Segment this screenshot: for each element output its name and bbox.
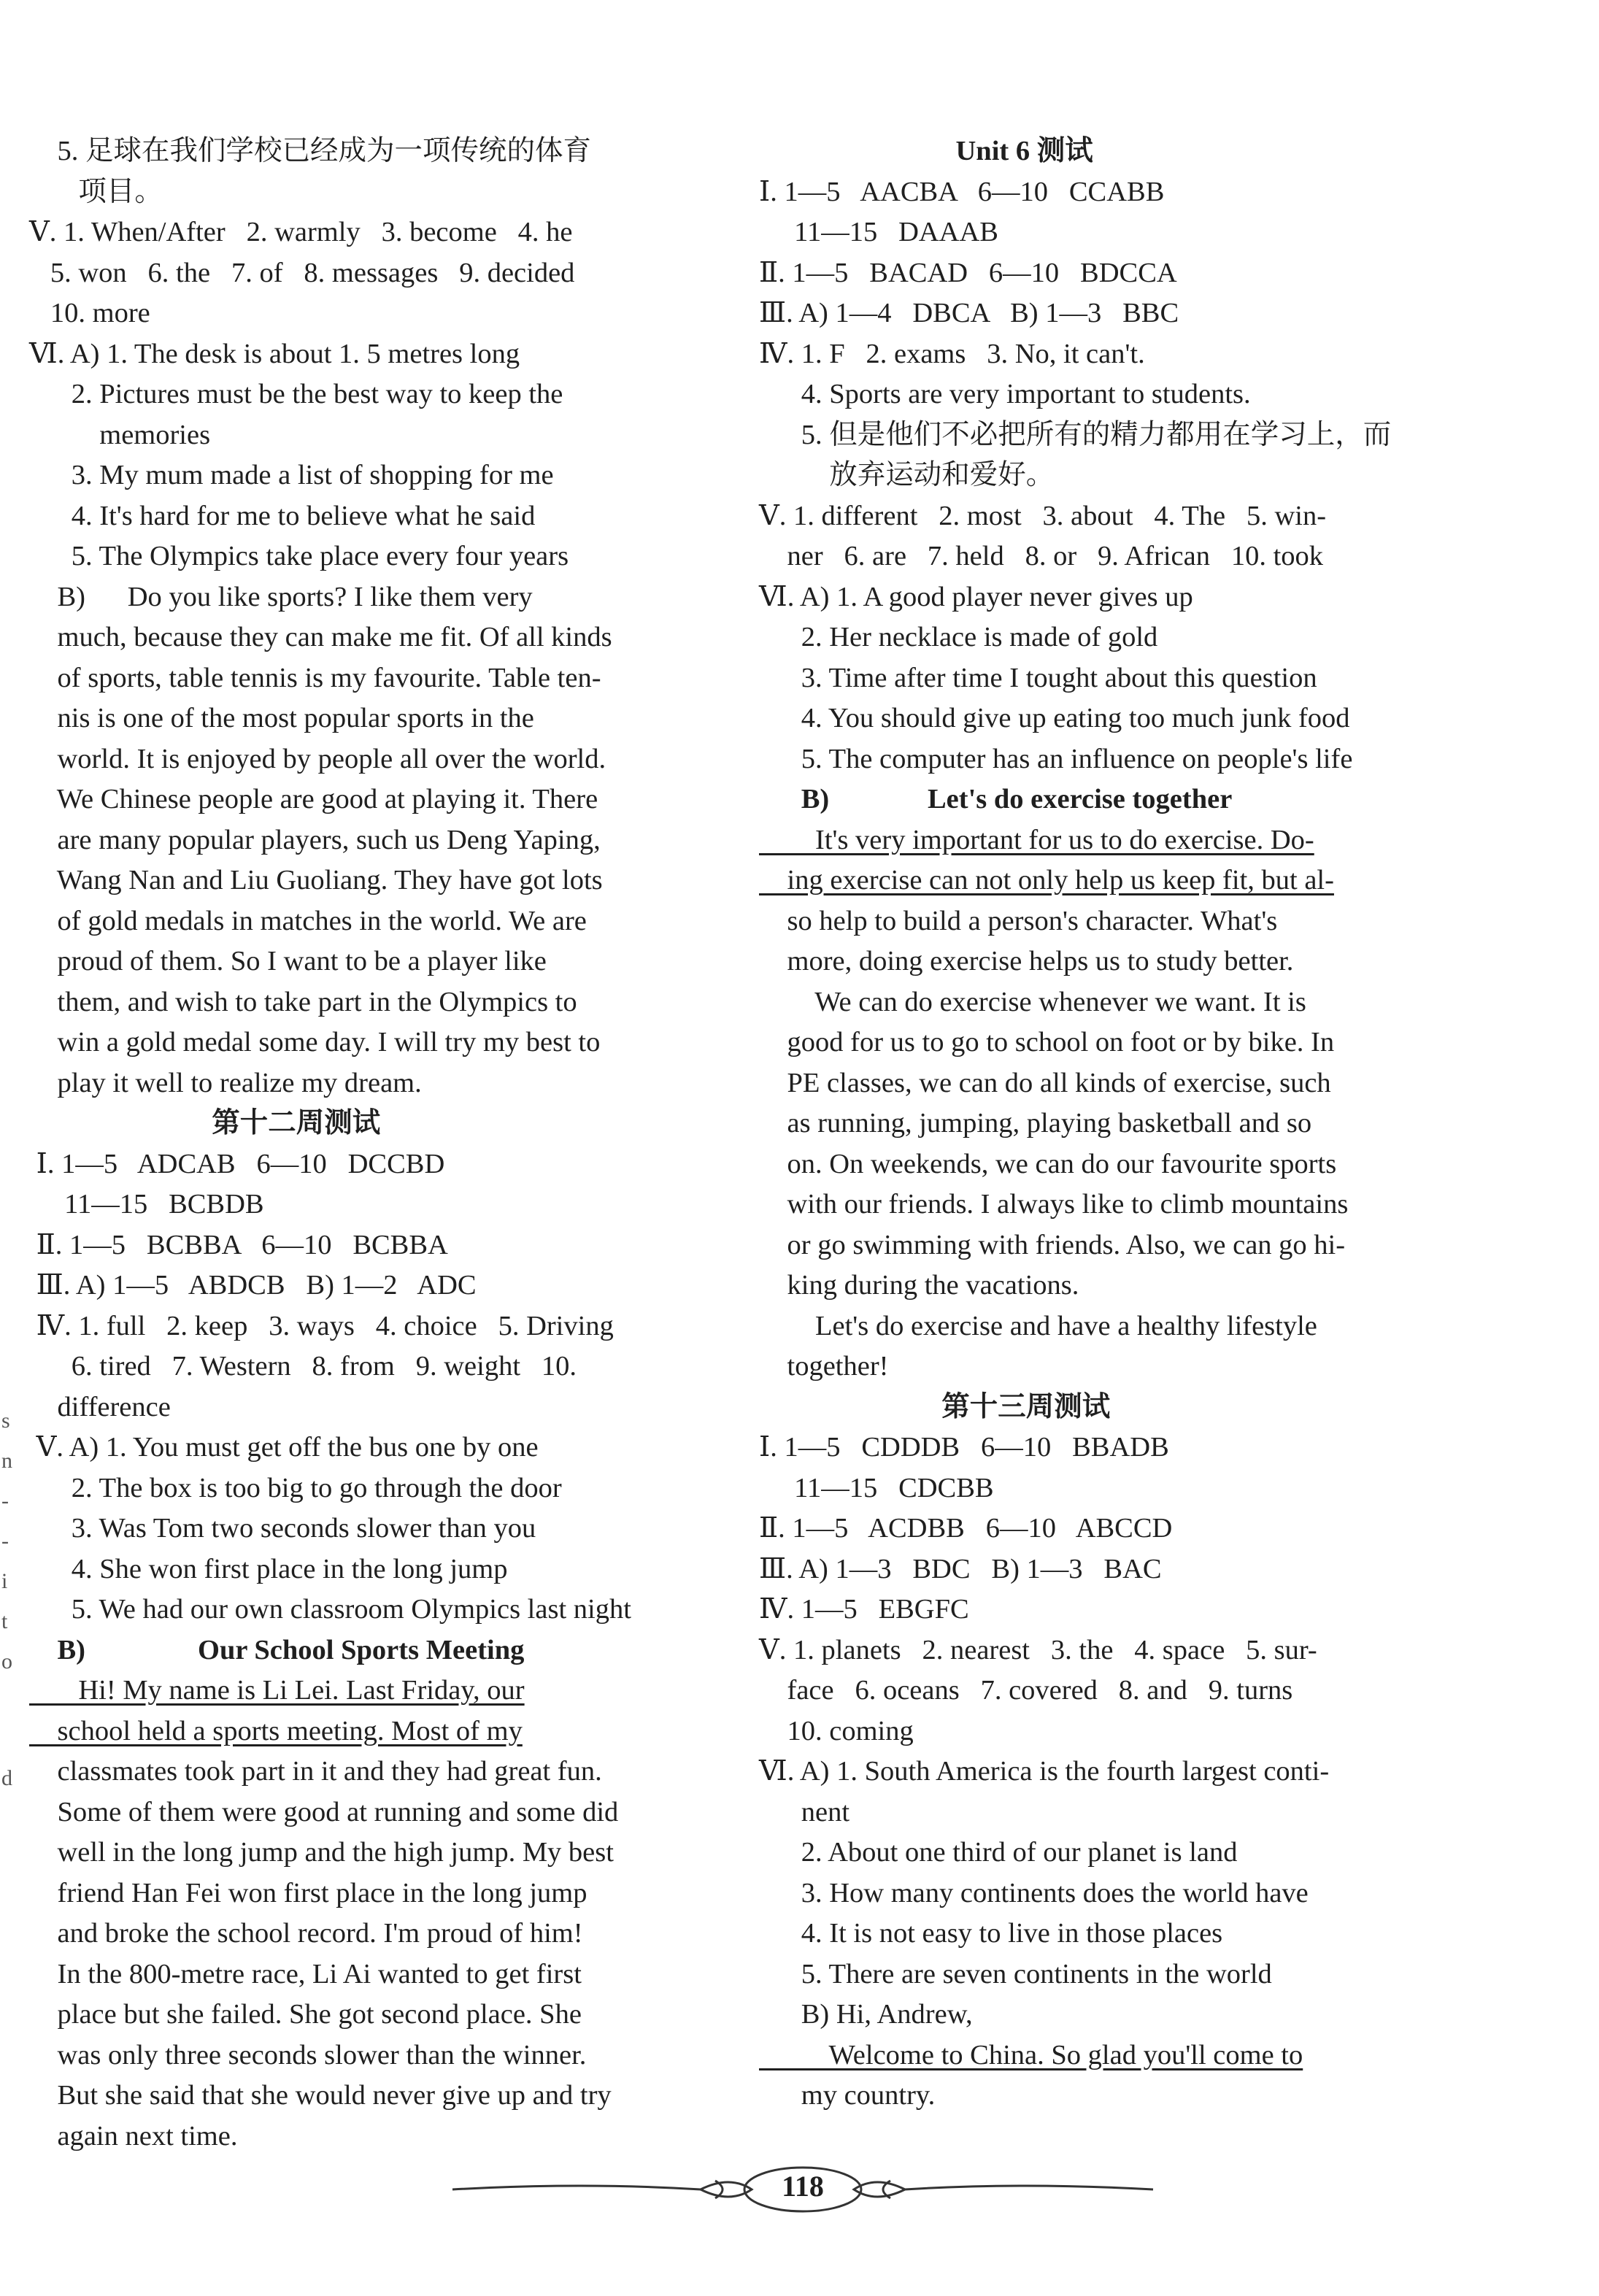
text-line: 10. coming <box>759 1715 914 1746</box>
text-line: 3. My mum made a list of shopping for me <box>29 460 554 490</box>
text-line: B) Hi, Andrew, <box>759 1999 973 2030</box>
text-line: Some of them were good at running and some did <box>29 1796 619 1827</box>
page-number: 118 <box>782 2170 824 2203</box>
text-line: 3. How many continents does the world have <box>759 1877 1309 1908</box>
text-line: 5. The Olympics take place every four years <box>29 541 569 571</box>
text-line: 11—15 CDCBB <box>759 1472 994 1503</box>
text-line: again next time. <box>29 2120 238 2151</box>
margin-mark: s <box>1 1409 10 1433</box>
text-line: ner 6. are 7. held 8. or 9. African 10. took <box>759 541 1324 571</box>
text-line: of gold medals in matches in the world. We are <box>29 905 587 936</box>
text-line: Ⅰ. 1—5 AACBA 6—10 CCABB <box>759 176 1165 207</box>
text-line: 5. 但是他们不必把所有的精力都用在学习上，而 <box>759 419 1392 450</box>
text-line: them, and wish to take part in the Olympics to <box>29 986 577 1017</box>
text-line: B) Our School Sports Meeting <box>29 1634 525 1665</box>
margin-mark: n <box>1 1449 12 1473</box>
text-line: 10. more <box>29 298 150 328</box>
text-line: B) Do you like sports? I like them very <box>29 581 533 612</box>
text-line: and broke the school record. I'm proud of him! <box>29 1918 583 1949</box>
text-line: king during the vacations. <box>759 1270 1079 1301</box>
text-line: Unit 6 测试 <box>759 136 1093 166</box>
text-line: We can do exercise whenever we want. It is <box>759 986 1306 1017</box>
text-line: 6. tired 7. Western 8. from 9. weight 10. <box>29 1351 577 1382</box>
text-line: of sports, table tennis is my favourite. Table ten- <box>29 662 601 693</box>
text-line: 5. won 6. the 7. of 8. messages 9. decided <box>29 257 575 288</box>
text-line: PE classes, we can do all kinds of exercise, such <box>759 1067 1331 1098</box>
text-line: 11—15 DAAAB <box>759 217 998 247</box>
text-line: play it well to realize my dream. <box>29 1067 422 1098</box>
text-line: 11—15 BCBDB <box>29 1189 264 1220</box>
text-line: much, because they can make me fit. Of all kinds <box>29 622 612 652</box>
text-line: Ⅲ. A) 1—4 DBCA B) 1—3 BBC <box>759 298 1179 328</box>
text-line: Ⅱ. 1—5 BACAD 6—10 BDCCA <box>759 257 1177 288</box>
text-line: Ⅱ. 1—5 ACDBB 6—10 ABCCD <box>759 1513 1173 1544</box>
text-line: Wang Nan and Liu Guoliang. They have got lots <box>29 865 603 895</box>
text-line: Ⅴ. 1. different 2. most 3. about 4. The 5. win- <box>759 500 1327 531</box>
text-line: 4. It's hard for me to believe what he said <box>29 500 536 531</box>
text-line: In the 800-metre race, Li Ai wanted to get first <box>29 1958 582 1989</box>
text-line: We Chinese people are good at playing it. There <box>29 784 598 814</box>
text-line: was only three seconds slower than the winner. <box>29 2039 587 2070</box>
margin-mark: t <box>1 1609 8 1633</box>
text-line: 2. Her necklace is made of gold <box>759 622 1158 652</box>
text-line: 3. Time after time I tought about this question <box>759 662 1317 693</box>
text-line: place but she failed. She got second place. She <box>29 1999 582 2030</box>
text-line: Ⅴ. 1. planets 2. nearest 3. the 4. space 5. sur- <box>759 1634 1317 1665</box>
text-line: 4. You should give up eating too much junk food <box>759 703 1350 733</box>
right-column <box>759 131 1474 2116</box>
text-line: It's very important for us to do exercise. Do- <box>759 824 1314 855</box>
text-line: friend Han Fei won first place in the long jump <box>29 1877 587 1908</box>
text-line: Ⅰ. 1—5 ADCAB 6—10 DCCBD <box>29 1148 445 1179</box>
text-line: Ⅳ. 1. F 2. exams 3. No, it can't. <box>759 338 1145 369</box>
margin-mark: - <box>1 1489 9 1513</box>
text-line: 放弃运动和爱好。 <box>759 460 1055 490</box>
text-line: nent <box>759 1796 850 1827</box>
text-line: Ⅲ. A) 1—5 ABDCB B) 1—2 ADC <box>29 1270 477 1301</box>
text-line: difference <box>29 1391 171 1422</box>
text-line: Ⅳ. 1—5 EBGFC <box>759 1594 969 1625</box>
text-line: good for us to go to school on foot or by bike. In <box>759 1027 1335 1058</box>
margin-mark: i <box>1 1569 8 1593</box>
text-line: together! <box>759 1351 889 1382</box>
text-line: face 6. oceans 7. covered 8. and 9. turns <box>759 1675 1293 1706</box>
text-line: B) Let's do exercise together <box>759 784 1233 814</box>
text-line: Hi! My name is Li Lei. Last Friday, our <box>29 1675 525 1706</box>
text-line: well in the long jump and the high jump. My best <box>29 1837 614 1868</box>
text-line: are many popular players, such us Deng Yaping, <box>29 824 601 855</box>
text-line: with our friends. I always like to climb mountains <box>759 1189 1349 1220</box>
text-line: 2. The box is too big to go through the door <box>29 1472 562 1503</box>
text-line: But she said that she would never give up and try <box>29 2080 612 2111</box>
text-line: 项目。 <box>29 176 163 207</box>
text-line: 第十二周测试 <box>29 1108 381 1139</box>
text-line: school held a sports meeting. Most of my <box>29 1715 523 1746</box>
text-line: 4. Sports are very important to students. <box>759 379 1251 409</box>
margin-mark: - <box>1 1529 9 1553</box>
text-line: 第十三周测试 <box>759 1391 1111 1422</box>
text-line: world. It is enjoyed by people all over the world. <box>29 743 606 774</box>
text-line: 4. She won first place in the long jump <box>29 1553 508 1584</box>
text-line: 2. Pictures must be the best way to keep the <box>29 379 563 409</box>
text-line: ing exercise can not only help us keep fit, but al- <box>759 865 1334 895</box>
text-line: Ⅵ. A) 1. A good player never gives up <box>759 581 1193 612</box>
text-line: Ⅴ. 1. When/After 2. warmly 3. become 4. he <box>29 217 573 247</box>
text-line: my country. <box>759 2080 936 2111</box>
text-line: so help to build a person's character. What's <box>759 905 1278 936</box>
text-line: on. On weekends, we can do our favourite sports <box>759 1148 1337 1179</box>
text-line: Ⅳ. 1. full 2. keep 3. ways 4. choice 5. Driving <box>29 1310 614 1341</box>
margin-mark: d <box>1 1766 12 1790</box>
text-line: 3. Was Tom two seconds slower than you <box>29 1513 536 1544</box>
text-line: classmates took part in it and they had great fun. <box>29 1756 602 1787</box>
text-line: 5. The computer has an influence on people's life <box>759 743 1353 774</box>
text-line: 4. It is not easy to live in those places <box>759 1918 1223 1949</box>
text-line: more, doing exercise helps us to study better. <box>759 946 1294 976</box>
text-line: Ⅵ. A) 1. South America is the fourth largest conti- <box>759 1756 1330 1787</box>
text-line: 5. We had our own classroom Olympics last night <box>29 1594 631 1625</box>
text-line: proud of them. So I want to be a player like <box>29 946 547 976</box>
text-line: Ⅲ. A) 1—3 BDC B) 1—3 BAC <box>759 1553 1162 1584</box>
text-line: Ⅰ. 1—5 CDDDB 6—10 BBADB <box>759 1432 1169 1463</box>
margin-mark: o <box>1 1649 12 1673</box>
text-line: 5. 足球在我们学校已经成为一项传统的体育 <box>29 136 592 166</box>
text-line: win a gold medal some day. I will try my best to <box>29 1027 601 1058</box>
text-line: or go swimming with friends. Also, we can go hi- <box>759 1229 1346 1260</box>
text-line: 2. About one third of our planet is land <box>759 1837 1238 1868</box>
text-line: nis is one of the most popular sports in the <box>29 703 534 733</box>
text-line: memories <box>29 419 211 450</box>
text-line: Welcome to China. So glad you'll come to <box>759 2039 1303 2070</box>
text-line: Let's do exercise and have a healthy lifestyle <box>759 1310 1317 1341</box>
text-line: as running, jumping, playing basketball and so <box>759 1108 1312 1139</box>
text-line: Ⅴ. A) 1. You must get off the bus one by one <box>29 1432 539 1463</box>
text-line: 5. There are seven continents in the world <box>759 1958 1272 1989</box>
left-column <box>29 131 744 2157</box>
text-line: Ⅵ. A) 1. The desk is about 1. 5 metres long <box>29 338 520 369</box>
text-line: Ⅱ. 1—5 BCBBA 6—10 BCBBA <box>29 1229 448 1260</box>
